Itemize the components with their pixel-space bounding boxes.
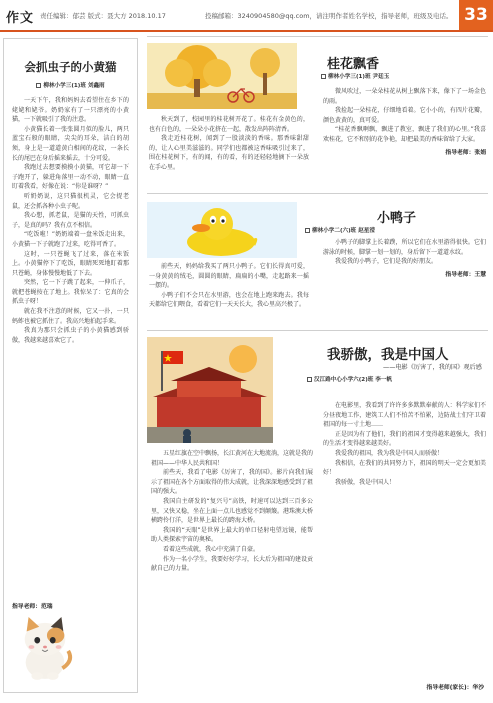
article-byline: 汉江路中心小学六(2)班 李一帆	[307, 375, 392, 383]
paragraph: 作为一名小学生，我要好好学习，长大后为祖国的建设贡献自己的力量。	[151, 555, 314, 573]
paragraph: 看着这些成就，我心中充满了自豪。	[163, 545, 260, 553]
article-column-1	[149, 262, 309, 310]
paragraph: 在电影里，我看到了许许多多默默奉献的人：科学家们不分昼夜地工作，建筑工人们不怕苦不怕累，边防战士们守卫着祖国的每一寸土地……	[323, 402, 486, 429]
paragraph: 我捡起一朵桂花，仔细地看着。它小小的，有四片花瓣，颜色黄黄的，真可爱。	[323, 107, 486, 124]
article-duckling	[147, 193, 488, 323]
page-header	[0, 0, 493, 32]
paragraph: 这时，一只苍蝇飞了过来，落在米饭上。小黄猫停下了吃饭，眼睛死死地盯着那只苍蝇，身体慢慢地低了下去。	[12, 250, 129, 277]
cat-illustration	[16, 612, 74, 682]
paragraph: 我爱我的祖国，我为我是中国人而骄傲！	[335, 449, 444, 457]
paragraph: 小鸭子的脚掌上长着蹼，所以它们在水里游得很快。它们游泳的时候，脚掌一划一划的，身后留下一道道水纹。	[323, 239, 486, 256]
paragraph: 五星红旗在空中飘扬，长江黄河在大地流淌，这就是我的祖国——中华人民共和国！	[151, 450, 314, 467]
paragraph: 我国自主研发的“复兴号”高铁，时速可以达到三百多公里，又快又稳，坐在上面一点儿也感觉不到颠簸。港珠澳大桥横跨伶仃洋，是世界上最长的跨海大桥。	[151, 497, 314, 525]
article-title: 桂花飘香	[327, 57, 380, 72]
paragraph: 我跑过去想要摸摸小黄猫，可它却一下子跑开了，躲进角落里一动不动，眼睛一直盯着我看，好像在说：“你是谁呀？”	[12, 164, 129, 191]
paragraph: 小鸭子们不会只在水里游，也会在地上跑来跑去。我每天都给它们喂食，看着它们一天天长大，我心里高兴极了。	[149, 291, 309, 309]
article-osmanthus	[147, 36, 488, 184]
teacher-credit: 指导老师(家长)：华沙	[426, 685, 484, 691]
article-title: 我骄傲，我是中国人	[327, 347, 449, 363]
article-subtitle: ——电影《厉害了，我的国》观后感	[383, 364, 482, 371]
edition-meta: 责任编辑：郁芸 版式：聂大方 2018.10.17	[40, 12, 166, 20]
paragraph: 我真为那只会抓虫子的小黄猫感到骄傲，我越来越喜欢它了。	[12, 327, 129, 344]
tiananmen-illustration	[147, 337, 273, 443]
paragraph: 微风吹过，一朵朵桂花从树上飘落下来，像下了一场金色的雨。	[323, 88, 486, 105]
article-title: 小鸭子	[377, 211, 417, 226]
page-number: 33	[459, 0, 493, 30]
paragraph: 正是因为有了他们，我们的祖国才变得越来越强大，我们的生活才变得越来越美好。	[323, 430, 486, 448]
article-body	[12, 96, 129, 345]
paragraph: 我骄傲，我是中国人！	[335, 478, 396, 486]
teacher-credit: 指导老师：范瑞	[12, 604, 53, 610]
paragraph: 就在我不注意的时候，它又一扑，一只蚂蚱也被它抓住了。我高兴地拍起手来。	[12, 308, 129, 325]
paragraph: “桂花香飘啊飘，飘进了教室，飘进了我们的心里。”我喜欢桂花，它不和别的花争艳，却把最美的香味留给了大家。	[323, 126, 486, 143]
paragraph: 小黄猫长着一张张圆月似的脸儿，两只蓝宝石般的眼睛，尖尖的耳朵，洁白的胡须，身上是一道道黄白相间的花纹，一条长长的尾巴在身后摇来摇去，十分可爱。	[12, 125, 129, 162]
paragraph: 我心想，抓老鼠，是猫的天性，可抓虫子，是真的吗？我有点不相信。	[12, 212, 129, 229]
article-byline: 柳林小学三(1)班 刘鑫雨	[12, 81, 129, 89]
paragraph: 突然，它一下子跳了起来，一伸爪子，就把苍蝇按在了地上。我惊呆了：它真的会抓虫子呀！	[12, 279, 129, 306]
section-title: 作文	[6, 11, 35, 26]
paragraph: 听奶奶说，这只猫很机灵，它会捉老鼠，还会抓各种小虫子呢。	[12, 192, 129, 210]
article-column-2	[323, 87, 486, 156]
osmanthus-tree-illustration	[147, 43, 297, 109]
article-byline: 柳林小学二(六)班 赵星滢	[305, 226, 375, 234]
paragraph: 我爱我的小鸭子，它们是我的好朋友。	[335, 258, 438, 266]
teacher-credit: 指导老师：王慧	[445, 271, 486, 278]
duck-illustration	[147, 202, 297, 258]
article-column-1	[151, 449, 313, 574]
article-column-1	[149, 115, 309, 173]
submission-contact: 投稿邮箱：3240904580@qq.com，请注明作者姓名学校，指导老师，班级及电话。	[205, 12, 453, 20]
paragraph: 我国的“天眼”是世界上最大的单口径射电望远镜，能帮助人类探索宇宙的奥秘。	[151, 526, 313, 544]
article-column-2	[323, 238, 486, 278]
paragraph: 前些天，妈妈给我买了两只小鸭子。它们长得真可爱，一身黄黄的绒毛，圆圆的眼睛，扁扁的小嘴，走起路来一摇一摆的。	[149, 263, 309, 290]
article-byline: 柳林小学三(1)班 尹廷玉	[321, 72, 389, 80]
paragraph: 我走近桂花树，闻到了一股淡淡的香味。那香味甜甜的，让人心里美滋滋的。同学们也都被这香味吸引过来了，围在桂花树下，有的闻，有的看，有的还轻轻地摘下一朵放在手心里。	[149, 135, 309, 171]
article-title: 会抓虫子的小黄猫	[24, 60, 117, 74]
paragraph: “吃饭啦！”奶奶端着一盘米饭走出来，小黄猫一下子就跑了过来，吃得可香了。	[12, 231, 129, 248]
teacher-credit: 指导老师：张娟	[445, 149, 486, 156]
paragraph: 秋天到了，校园里的桂花树开花了。桂花有金黄色的，也有白色的，一朵朵小花挤在一起，散发出阵阵清香。	[149, 116, 309, 133]
left-article	[3, 38, 138, 693]
article-column-2	[323, 401, 486, 487]
article-proud-chinese	[147, 330, 488, 697]
paragraph: 一天下午，我和妈妈去看望住在乡下的姥姥和姥爷。奶奶家有了一只漂亮的小黄猫，一下就吸引了我的注意。	[12, 97, 129, 124]
paragraph: 前些天，我看了电影《厉害了，我的国》。影片向我们展示了祖国在各个方面取得的伟大成就，让我深深地感受到了祖国的强大。	[151, 469, 314, 496]
paragraph: 我相信，在我们的共同努力下，祖国的明天一定会更加美好！	[323, 459, 486, 477]
